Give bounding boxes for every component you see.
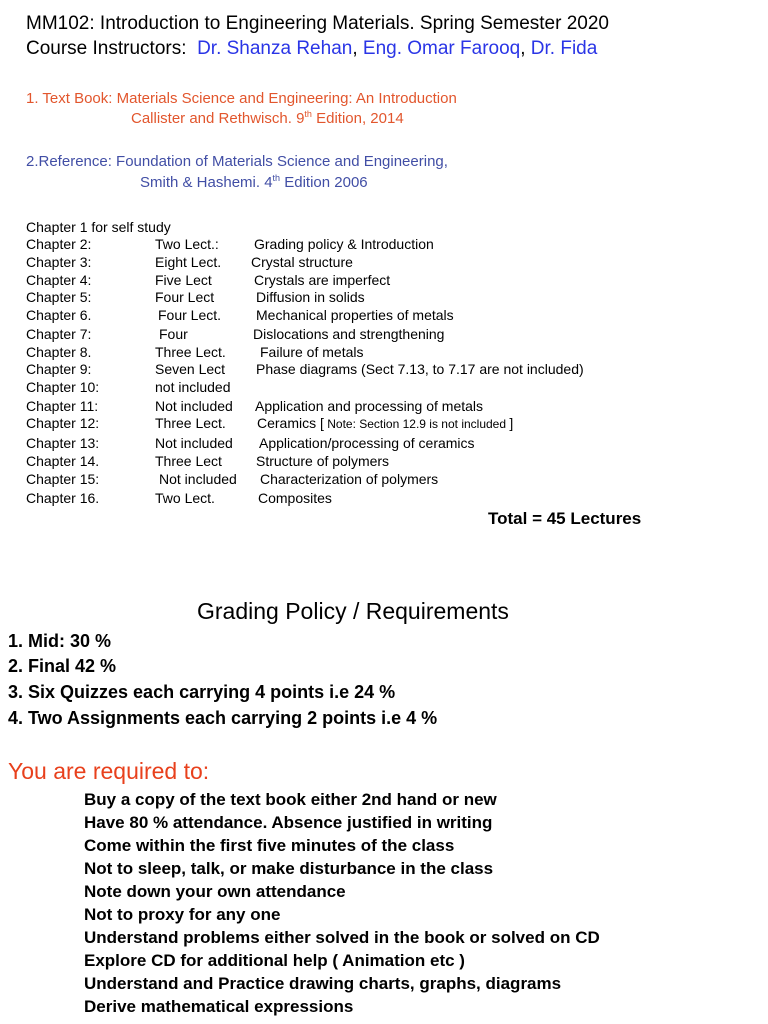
chapter-lectures: Eight Lect. (155, 254, 222, 270)
requirement-item: Not to proxy for any one (84, 905, 281, 924)
chapter-name: Chapter 9: (26, 361, 92, 377)
requirement-item: Buy a copy of the text book either 2nd hand or new (84, 790, 497, 809)
chapter-name: Chapter 12: (26, 415, 100, 431)
chapter-name: Chapter 8. (26, 344, 92, 360)
chapter-lectures: Not included (155, 398, 233, 414)
self-study-line: Chapter 1 for self study (26, 219, 171, 235)
chapter-lectures: Two Lect. (155, 490, 215, 506)
chapter-lectures: Not included (159, 471, 237, 487)
chapter-name: Chapter 5: (26, 289, 92, 305)
requirement-item: Derive mathematical expressions (84, 997, 354, 1016)
chapter-lectures: Not included (155, 435, 233, 451)
chapter-topic: Grading policy & Introduction (254, 236, 434, 252)
chapter-lectures: Three Lect. (155, 344, 226, 360)
reference-line-2: Smith & Hashemi. 4th Edition 2006 (140, 173, 368, 191)
chapter-topic: Ceramics [ Note: Section 12.9 is not included ] (257, 415, 514, 431)
course-instructors: Course Instructors: Dr. Shanza Rehan, Eng. Omar Farooq, Dr. Fida (26, 38, 598, 59)
course-title: MM102: Introduction to Engineering Materials. Spring Semester 2020 (26, 13, 609, 34)
requirement-item: Come within the first five minutes of the class (84, 836, 455, 855)
instructors-label: Course Instructors: (26, 38, 187, 59)
chapter-lectures: Three Lect. (155, 415, 226, 431)
chapter-topic: Composites (258, 490, 332, 506)
instructor-2: Eng. Omar Farooq (362, 38, 521, 59)
chapter-lectures: Four (159, 326, 188, 342)
chapter-topic: Characterization of polymers (260, 471, 439, 487)
requirement-item: Note down your own attendance (84, 882, 346, 901)
textbook-line-1: 1. Text Book: Materials Science and Engineering: An Introduction (26, 90, 457, 107)
requirements-title: You are required to: (8, 758, 210, 784)
chapter-topic: Phase diagrams (Sect 7.13, to 7.17 are not included) (256, 361, 584, 377)
grading-item: 3. Six Quizzes each carrying 4 points i.e 24 % (8, 682, 396, 702)
chapter-name: Chapter 6. (26, 307, 92, 323)
chapter-topic: Application and processing of metals (255, 398, 484, 414)
chapter-lectures: Seven Lect (155, 361, 226, 377)
chapter-name: Chapter 3: (26, 254, 92, 270)
chapter-name: Chapter 10: (26, 379, 100, 395)
instructor-3: Dr. Fida (530, 38, 598, 59)
chapter-lectures: Two Lect.: (155, 236, 219, 252)
requirement-item: Understand and Practice drawing charts, graphs, diagrams (84, 974, 562, 993)
chapter-name: Chapter 13: (26, 435, 100, 451)
chapter-lectures: not included (155, 379, 231, 395)
chapter-name: Chapter 4: (26, 272, 92, 288)
chapter-topic: Failure of metals (260, 344, 364, 360)
chapter-name: Chapter 7: (26, 326, 92, 342)
textbook-line-2: Callister and Rethwisch. 9th Edition, 2014 (131, 109, 404, 127)
chapter-topic: Crystal structure (251, 254, 353, 270)
chapter-topic: Mechanical properties of metals (256, 307, 454, 323)
chapter-lectures: Four Lect. (158, 307, 222, 323)
total-lectures: Total = 45 Lectures (488, 509, 642, 528)
chapter-name: Chapter 11: (26, 398, 99, 414)
requirement-item: Explore CD for additional help ( Animation etc ) (84, 951, 465, 970)
chapter-name: Chapter 16. (26, 490, 100, 506)
chapter-name: Chapter 14. (26, 453, 100, 469)
reference-line-1: 2.Reference: Foundation of Materials Science and Engineering, (26, 153, 448, 170)
chapter-topic: Structure of polymers (256, 453, 390, 469)
chapter-topic: Application/processing of ceramics (259, 435, 475, 451)
ceramics-note: Note: Section 12.9 is not included (323, 417, 510, 431)
chapter-name: Chapter 15: (26, 471, 100, 487)
chapter-lectures: Three Lect (155, 453, 222, 469)
instructor-1: Dr. Shanza Rehan (197, 38, 353, 59)
chapter-topic: Diffusion in solids (256, 289, 365, 305)
grading-item: 2. Final 42 % (8, 656, 117, 676)
chapter-topic: Dislocations and strengthening (253, 326, 445, 342)
requirement-item: Understand problems either solved in the book or solved on CD (84, 928, 600, 947)
chapter-lectures: Four Lect (155, 289, 215, 305)
chapter-topic: Crystals are imperfect (254, 272, 391, 288)
grading-item: 1. Mid: 30 % (8, 631, 112, 651)
grading-item: 4. Two Assignments each carrying 2 points i.e 4 % (8, 708, 438, 728)
chapter-lectures: Five Lect (155, 272, 212, 288)
requirement-item: Not to sleep, talk, or make disturbance in the class (84, 859, 494, 878)
grading-title: Grading Policy / Requirements (197, 598, 509, 624)
chapter-name: Chapter 2: (26, 236, 92, 252)
requirement-item: Have 80 % attendance. Absence justified in writing (84, 813, 493, 832)
